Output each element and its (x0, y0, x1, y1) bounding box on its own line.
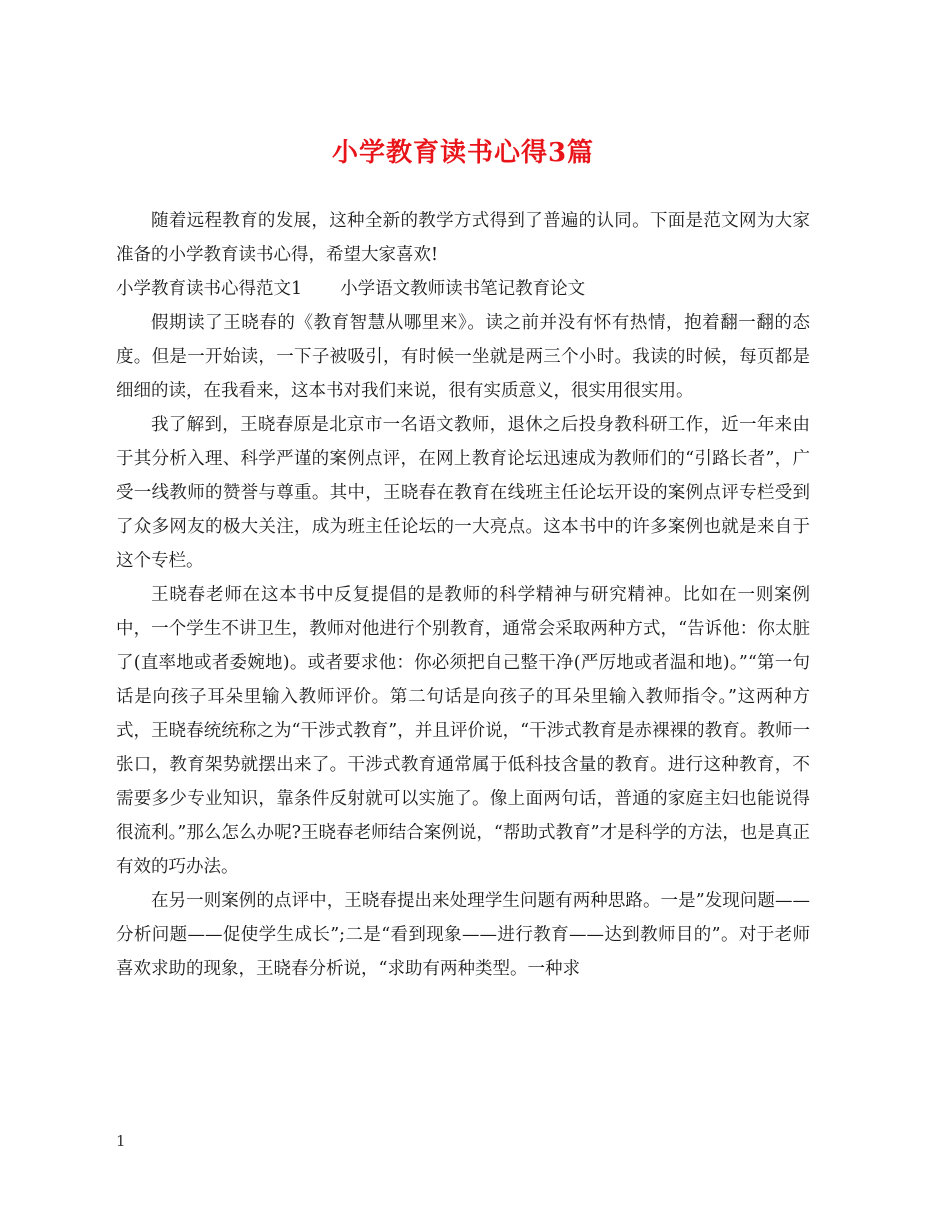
subheading-right: 小学语文教师读书笔记教育论文 (340, 279, 586, 299)
body-paragraph: 假期读了王晓春的《教育智慧从哪里来》。读之前并没有怀有热情，抱着翻一翻的态度。但是一开始读，一下子被吸引，有时候一坐就是两三个小时。我读的时候，每页都是细细的读，在我看来，这本书对我们来说，很有实质意义，很实用很实用。 (116, 313, 810, 401)
page-number: 1 (116, 1132, 126, 1150)
body-paragraph: 王晓春老师在这本书中反复提倡的是教师的科学精神与研究精神。比如在一则案例中，一个学生不讲卫生，教师对他进行个别教育，通常会采取两种方式，“告诉他：你太脏了(直率地或者委婉地)。或者要求他：你必须把自己整干净(严厉地或者温和地)。”“第一句话是向孩子耳朵里输入教师评价。第二句话是向孩子的耳朵里输入教师指令。”这两种方式，王晓春统统称之为“干涉式教育”，并且评价说，“干涉式教育是赤裸裸的教育。教师一张口，教育架势就摆出来了。干涉式教育通常属于低科技含量的教育。进行这种教育，不需要多少专业知识，靠条件反射就可以实施了。像上面两句话，普通的家庭主妇也能说得很流利。”那么怎么办呢?王晓春老师结合案例说，“帮助式教育”才是科学的方法，也是真正有效的巧办法。 (116, 585, 810, 877)
body-paragraph: 我了解到，王晓春原是北京市一名语文教师，退休之后投身教科研工作，近一年来由于其分析入理、科学严谨的案例点评，在网上教育论坛迅速成为教师们的“引路长者”，广受一线教师的赞誉与尊重。其中，王晓春在教育在线班主任论坛开设的案例点评专栏受到了众多网友的极大关注，成为班主任论坛的一大亮点。这本书中的许多案例也就是来自于这个专栏。 (116, 415, 810, 571)
document-title: 小学教育读书心得3篇 (331, 138, 595, 168)
intro-paragraph: 随着远程教育的发展，这种全新的教学方式得到了普遍的认同。下面是范文网为大家准备的小学教育读书心得，希望大家喜欢! (116, 211, 810, 265)
subheading-line (116, 272, 810, 306)
body-paragraph: 在另一则案例的点评中，王晓春提出来处理学生问题有两种思路。一是”发现问题——分析问题——促使学生成长”;二是“看到现象——进行教育——达到教师目的”。对于老师喜欢求助的现象，王晓春分析说，“求助有两种类型。一种求 (116, 891, 810, 979)
document-body (116, 204, 810, 986)
subheading-left: 小学教育读书心得范文1 (116, 279, 303, 299)
